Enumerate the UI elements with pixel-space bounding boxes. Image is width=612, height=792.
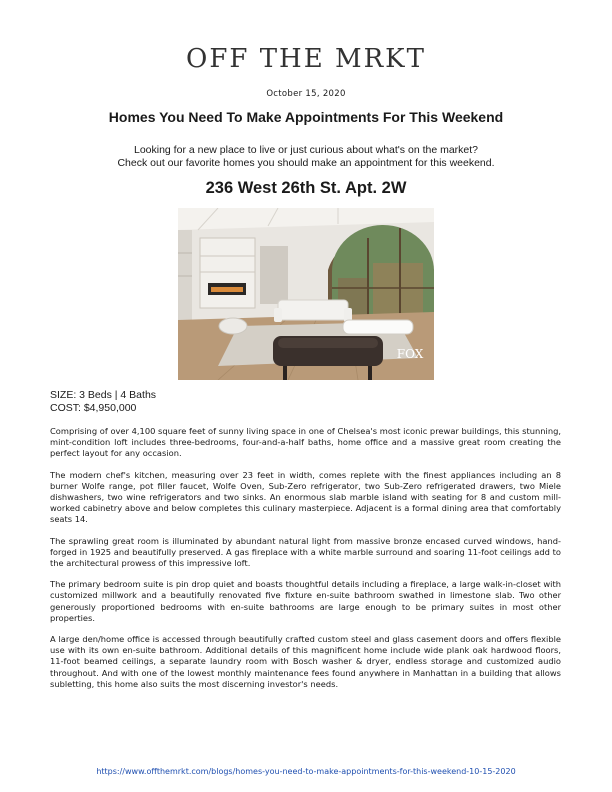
body-paragraph-1: Comprising of over 4,100 square feet of sunny living space in one of Chelsea's most iconic prewar buildings, this stunning, mint-condition loft includes three-bedrooms, four-and-a-half baths, home office and a massive great room creating the perfect layout for any occasion. (50, 426, 561, 459)
listing-size: SIZE: 3 Beds | 4 Baths (50, 389, 157, 401)
article-headline: Homes You Need To Make Appointments For This Weekend (108, 109, 504, 125)
intro-text (0, 144, 612, 170)
masthead-logo: OFF THE MRKT (186, 44, 426, 74)
intro-line-2: Check out our favorite homes you should make an appointment for this weekend. (117, 157, 495, 169)
listing-cost: COST: $4,950,000 (50, 401, 137, 414)
body-paragraph-3: The sprawling great room is illuminated by abundant natural light from massive bronze encased curved windows, hand-forged in 1925 and beautifully preserved. A gas fireplace with a white marble surround and soaring 11-foot ceilings add to the architectural prowess of this impressive loft. (50, 535, 561, 569)
listing-title: 236 West 26th St. Apt. 2W (205, 179, 407, 197)
article-body (50, 426, 561, 700)
body-paragraph-5: A large den/home office is accessed through beautifully crafted custom steel and glass casement doors and offers flexible use with its own en-suite bathroom. Additional details of this magnificent home include wide plank oak hardwood floors, 11-foot beamed ceilings, a separate laundry room with Bosch washer & dryer, endless storage and customized audio throughout. And with one of the lowest monthly maintenance fees found anywhere in Manhattan in a building that allows subletting, this home also suits the most discerning investor's needs. (50, 634, 561, 689)
intro-line-1: Looking for a new place to live or just curious about what's on the market? (133, 144, 479, 156)
photo-watermark: FOX (396, 347, 424, 361)
body-paragraph-4: The primary bedroom suite is pin drop quiet and boasts thoughtful details including a fireplace, a large walk-in-closet with customized millwork and a beautifully renovated five fixture en-suite bathroom swathed in limestone slab. Two other generously proportioned bedrooms with en-suite bathrooms are large enough to be primary suites in most other properties. (50, 579, 561, 623)
publication-date: October 15, 2020 (266, 89, 346, 99)
listing-photo (178, 208, 434, 380)
listing-specs (50, 389, 156, 414)
source-url-link[interactable]: https://www.offthemrkt.com/blogs/homes-you-need-to-make-appointments-for-this-weekend-10-15-2020 (96, 767, 516, 776)
body-paragraph-2: The modern chef's kitchen, measuring over 23 feet in width, comes replete with the finest appliances including an 8 burner Wolfe range, pot filler faucet, Wolfe Oven, Sub-Zero refrigerator, two Sub-Zero refrigerated drawers, two Miele dishwashers, two wine refrigerators and two sinks. An enormous slab marble island with seating for 8 and custom mill-worked cabinetry above and below completes this culinary masterpiece. Adjacent is a formal dining area that comfortably seats 14. (50, 469, 561, 525)
